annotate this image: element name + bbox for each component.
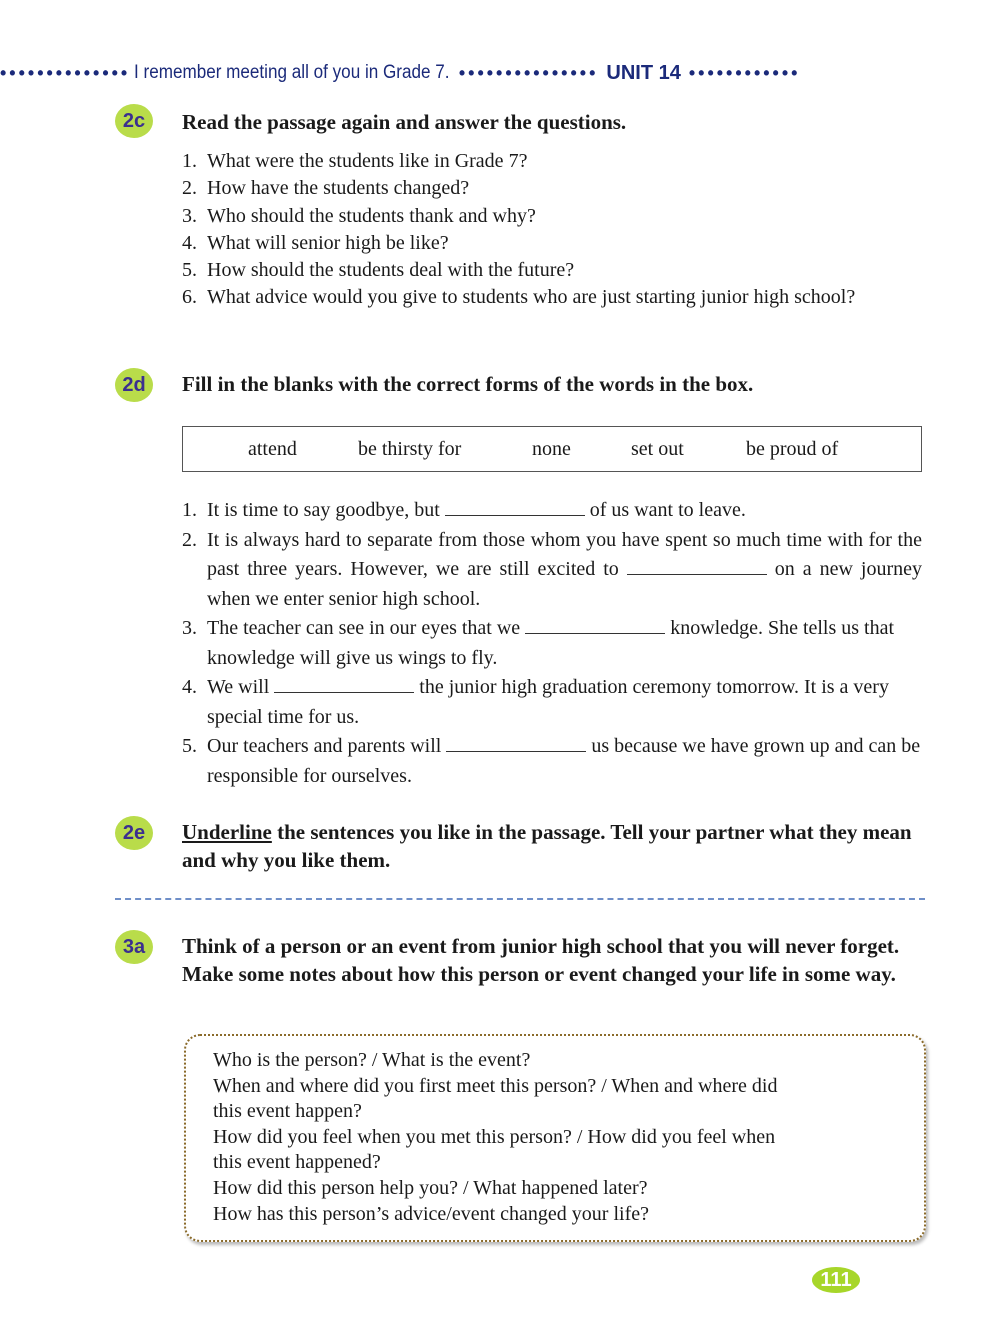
fill-blank-item [182,732,922,791]
question-list [182,148,922,312]
answer-blank[interactable] [525,615,665,634]
question-text: How have the students changed? [207,177,470,200]
question-text: What will senior high be like? [207,231,449,254]
sentence-text: It is always hard to separate from those whom you have spent so much time with for the past three years. However, we are still excited to [207,528,922,580]
word-option: set out [631,437,684,460]
section-badge-2e: 2e [115,816,153,850]
fill-blank-list [182,496,922,791]
section-badge-2d: 2d [115,368,153,402]
word-option: none [532,437,571,460]
question-text: What were the students like in Grade 7? [207,150,528,172]
sentence-text: us because we have grown up and can be responsible for ourselves. [207,735,921,787]
sentence-text: the junior high graduation ceremony tomorrow. It is a very special time for us. [207,676,889,728]
question-number: 6. [182,286,197,309]
prompt-line: How did this person help you? / What happened later? [213,1176,648,1199]
word-option: attend [248,437,297,460]
underline-word: Underline [182,820,272,844]
notes-prompt-box [184,1034,926,1242]
page-number: 111 [812,1267,860,1293]
sentence-number: 1. [182,499,197,521]
word-option: be thirsty for [358,437,462,460]
prompt-line: Who is the person? / What is the event? [213,1049,531,1071]
question-item [182,203,922,230]
question-text: Who should the students thank and why? [207,204,536,227]
answer-blank[interactable] [446,733,586,752]
sentence-text: The teacher can see in our eyes that we [207,617,521,639]
sentence-number: 5. [182,735,197,757]
question-number: 1. [182,150,197,172]
prompt-line: How did you feel when you met this person? / How did you feel when this event happened? [213,1125,776,1174]
fill-blank-item [182,526,922,615]
header-title: I remember meeting all of you in Grade 7. [134,62,450,83]
question-item [182,257,922,284]
question-text: What advice would you give to students who are just starting junior high school? [207,286,856,309]
instruction-2d: Fill in the blanks with the correct forms of the words in the box. [182,372,754,396]
sentence-text: of us want to leave. [589,499,746,521]
section-badge-2c: 2c [115,104,153,138]
sentence-text: Our teachers and parents will [207,735,442,757]
question-text: How should the students deal with the future? [207,259,575,282]
section-divider [115,898,925,900]
question-item [182,148,922,175]
header-dots-mid: ••••••••••••••• [458,62,599,83]
sentence-text: on a new journey when we enter senior high school. [207,558,923,610]
answer-blank[interactable] [445,497,585,516]
section-badge-3a: 3a [115,930,153,964]
sentence-number: 2. [182,528,197,551]
instruction-2e-text: the sentences you like in the passage. Tell your partner what they mean and why you like them. [182,820,912,872]
word-box [182,426,922,472]
fill-blank-item [182,496,922,526]
instruction-2c: Read the passage again and answer the questions. [182,110,627,134]
instruction-3a: Think of a person or an event from junior high school that you will never forget. Make some notes about how this person or event changed your life in some way. [182,934,900,986]
unit-label: UNIT 14 [606,61,681,84]
question-number: 4. [182,231,197,254]
header-dots-left: •••••••••••••• [0,62,131,83]
prompt-line: When and where did you first meet this person? / When and where did this event happen? [213,1074,778,1123]
question-item [182,175,922,202]
answer-blank[interactable] [274,674,414,693]
answer-blank[interactable] [627,556,767,575]
question-number: 3. [182,204,197,227]
fill-blank-item [182,614,922,673]
header-dots-right: •••••••••••• [688,62,801,83]
sentence-text: It is time to say goodbye, but [207,499,440,521]
sentence-number: 3. [182,617,197,639]
question-item [182,284,922,311]
question-number: 5. [182,259,197,282]
sentence-text: We will [207,676,270,698]
running-header [0,60,1000,86]
word-option: be proud of [746,437,839,460]
fill-blank-item [182,673,922,732]
question-item [182,230,922,257]
instruction-2e [182,818,927,874]
prompt-line: How has this person’s advice/event changed your life? [213,1202,649,1225]
sentence-number: 4. [182,676,197,698]
question-number: 2. [182,177,197,200]
sentence-text: knowledge. She tells us that knowledge will give us wings to fly. [207,617,895,669]
